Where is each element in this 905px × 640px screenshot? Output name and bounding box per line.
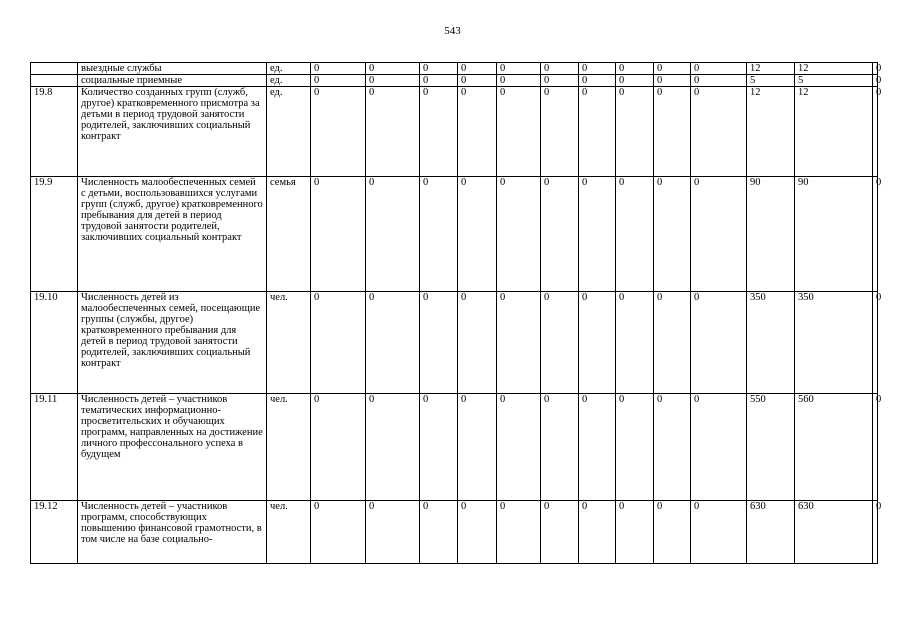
indicator-name-cell: Численность детей – участников программ, способствующих повышению финансовой грамотности, в том числе на базе социально- (78, 501, 267, 564)
value-cell: 0 (616, 75, 654, 87)
indicator-name-cell: Численность детей – участников тематических информационно-просветительских и обучающих программ, направленных на достижение личного профессонального успеха в будущем (78, 394, 267, 501)
value-cell: 0 (616, 292, 654, 394)
row-number-cell (31, 75, 78, 87)
unit-cell: семья (267, 177, 311, 292)
table-row (31, 177, 878, 292)
value-cell: 0 (458, 394, 497, 501)
value-cell: 0 (579, 501, 616, 564)
value-cell: 12 (795, 63, 873, 75)
table-row (31, 63, 878, 75)
page-number: 543 (444, 25, 461, 37)
value-cell: 0 (691, 177, 747, 292)
value-cell: 0 (458, 292, 497, 394)
value-cell: 0 (616, 501, 654, 564)
indicator-name-cell: Численность малообеспеченных семей с детьми, воспользовавшихся услугами групп (служб, другое) кратковременного пребывания для детей в период трудовой занятости родителей, заключивших социальный контракт (78, 177, 267, 292)
row-number-cell: 19.9 (31, 177, 78, 292)
indicator-name-cell: выездные службы (78, 63, 267, 75)
value-cell: 0 (420, 177, 458, 292)
value-cell: 0 (691, 501, 747, 564)
indicator-name-cell: Численность детей из малообеспеченных семей, посещающие группы (службы, другое) кратковременного пребывания для детей в период трудовой занятости родителей, заключивших социальный контракт (78, 292, 267, 394)
indicator-name-cell: социальные приемные (78, 75, 267, 87)
value-cell: 0 (616, 177, 654, 292)
value-cell: 0 (579, 87, 616, 177)
value-cell: 12 (795, 87, 873, 177)
value-cell: 0 (366, 177, 420, 292)
value-cell: 0 (458, 501, 497, 564)
value-cell: 90 (795, 177, 873, 292)
value-cell: 0 (311, 501, 366, 564)
value-cell: 0 (654, 394, 691, 501)
value-cell: 0 (541, 63, 579, 75)
unit-cell: чел. (267, 501, 311, 564)
value-cell: 0 (420, 75, 458, 87)
value-cell: 0 (691, 292, 747, 394)
value-cell: 90 (747, 177, 795, 292)
value-cell: 0 (311, 63, 366, 75)
value-cell: 550 (747, 394, 795, 501)
table-row (31, 501, 878, 564)
unit-cell: ед. (267, 87, 311, 177)
value-cell: 0 (691, 63, 747, 75)
value-cell: 0 (458, 177, 497, 292)
value-cell: 0 (311, 177, 366, 292)
value-cell: 0 (420, 63, 458, 75)
value-cell: 0 (366, 394, 420, 501)
value-cell: 0 (497, 75, 541, 87)
value-cell: 0 (654, 292, 691, 394)
value-cell: 0 (497, 292, 541, 394)
value-cell: 0 (873, 177, 878, 292)
value-cell: 0 (497, 63, 541, 75)
value-cell: 0 (541, 394, 579, 501)
indicator-name-cell: Количество созданных групп (служб, другое) кратковременного присмотра за детьми в период трудовой занятости родителей, заключивших социальный контракт (78, 87, 267, 177)
value-cell: 0 (654, 63, 691, 75)
indicators-table (30, 62, 882, 564)
value-cell: 0 (579, 292, 616, 394)
value-cell: 0 (654, 501, 691, 564)
value-cell: 0 (366, 501, 420, 564)
value-cell: 0 (497, 177, 541, 292)
value-cell: 0 (366, 292, 420, 394)
value-cell: 0 (311, 394, 366, 501)
value-cell: 0 (420, 292, 458, 394)
value-cell: 0 (420, 87, 458, 177)
value-cell: 630 (747, 501, 795, 564)
unit-cell: ед. (267, 63, 311, 75)
value-cell: 0 (366, 63, 420, 75)
value-cell: 0 (366, 87, 420, 177)
unit-cell: ед. (267, 75, 311, 87)
row-number-cell: 19.10 (31, 292, 78, 394)
table-row (31, 394, 878, 501)
value-cell: 350 (795, 292, 873, 394)
value-cell: 0 (616, 87, 654, 177)
value-cell: 0 (873, 63, 878, 75)
row-number-cell: 19.8 (31, 87, 78, 177)
value-cell: 0 (579, 394, 616, 501)
value-cell: 0 (541, 177, 579, 292)
value-cell: 5 (747, 75, 795, 87)
unit-cell: чел. (267, 292, 311, 394)
value-cell: 0 (541, 501, 579, 564)
value-cell: 0 (420, 394, 458, 501)
value-cell: 0 (458, 87, 497, 177)
value-cell: 0 (541, 87, 579, 177)
value-cell: 0 (691, 75, 747, 87)
value-cell: 630 (795, 501, 873, 564)
table-row (31, 75, 878, 87)
value-cell: 350 (747, 292, 795, 394)
value-cell: 0 (458, 63, 497, 75)
value-cell: 0 (691, 394, 747, 501)
value-cell: 0 (579, 75, 616, 87)
value-cell: 0 (497, 501, 541, 564)
value-cell: 0 (311, 75, 366, 87)
row-number-cell: 19.11 (31, 394, 78, 501)
table-row (31, 87, 878, 177)
value-cell: 0 (311, 87, 366, 177)
value-cell: 0 (873, 501, 878, 564)
value-cell: 0 (873, 87, 878, 177)
value-cell: 0 (311, 292, 366, 394)
value-cell: 0 (616, 63, 654, 75)
value-cell: 0 (691, 87, 747, 177)
value-cell: 0 (541, 292, 579, 394)
value-cell: 0 (873, 75, 878, 87)
value-cell: 0 (497, 87, 541, 177)
value-cell: 0 (654, 87, 691, 177)
value-cell: 0 (873, 394, 878, 501)
value-cell: 0 (654, 177, 691, 292)
value-cell: 0 (579, 177, 616, 292)
value-cell: 0 (616, 394, 654, 501)
value-cell: 0 (579, 63, 616, 75)
value-cell: 0 (654, 75, 691, 87)
value-cell: 12 (747, 87, 795, 177)
value-cell: 0 (366, 75, 420, 87)
row-number-cell: 19.12 (31, 501, 78, 564)
row-number-cell (31, 63, 78, 75)
value-cell: 12 (747, 63, 795, 75)
table-row (31, 292, 878, 394)
value-cell: 0 (497, 394, 541, 501)
value-cell: 0 (420, 501, 458, 564)
value-cell: 0 (541, 75, 579, 87)
value-cell: 0 (458, 75, 497, 87)
value-cell: 560 (795, 394, 873, 501)
value-cell: 0 (873, 292, 878, 394)
value-cell: 5 (795, 75, 873, 87)
unit-cell: чел. (267, 394, 311, 501)
